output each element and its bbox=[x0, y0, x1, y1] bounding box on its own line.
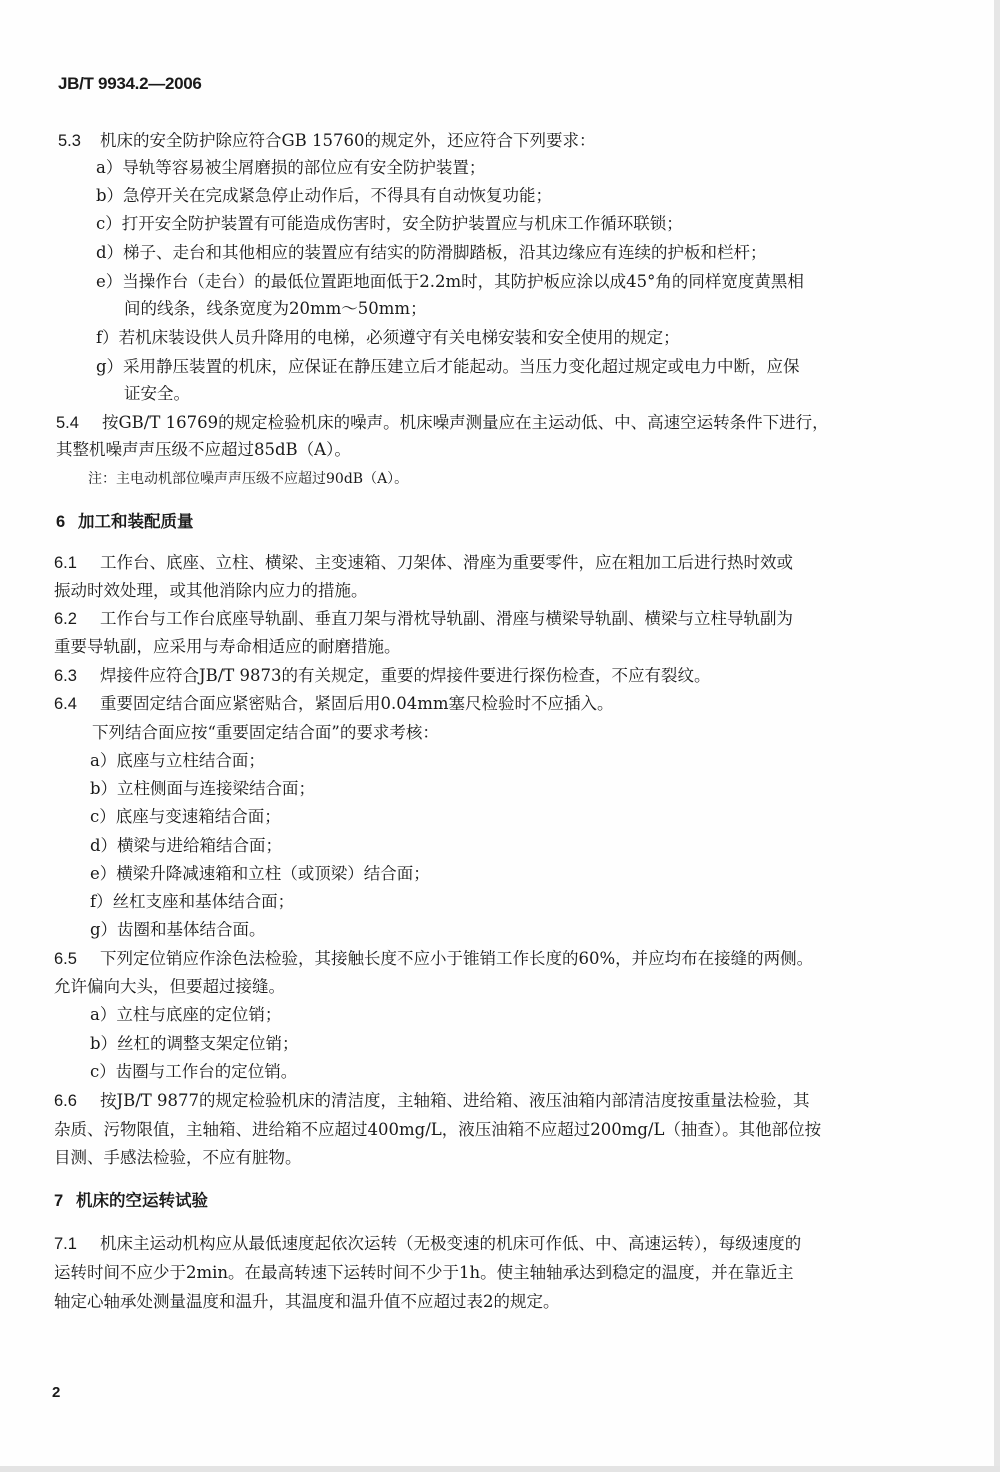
standard-number-header: JB/T 9934.2—2006 bbox=[58, 74, 202, 93]
section-7-heading bbox=[54, 1190, 208, 1212]
clause-text-continuation: 振动时效处理，或其他消除内应力的措施。 bbox=[54, 581, 368, 600]
clause-text: 工作台、底座、立柱、横梁、主变速箱、刀架体、滑座为重要零件，应在粗加工后进行热时效或 bbox=[100, 553, 793, 572]
clause-text: 重要固定结合面应紧密贴合，紧固后用0.04mm塞尺检验时不应插入。 bbox=[100, 694, 614, 713]
clause-number: 6.1 bbox=[54, 554, 77, 572]
list-item: a）立柱与底座的定位销； bbox=[90, 1005, 282, 1024]
clause-text: 机床的安全防护除应符合GB 15760的规定外，还应符合下列要求： bbox=[100, 131, 596, 150]
clause-text-continuation: 允许偏向大头，但要超过接缝。 bbox=[54, 977, 285, 996]
clause-6-6 bbox=[54, 1090, 810, 1112]
clause-6-2 bbox=[54, 608, 793, 630]
clause-text-continuation: 运转时间不应少于2min。在最高转速下运转时间不少于1h。使主轴轴承达到稳定的温度，并在靠近主 bbox=[54, 1263, 794, 1282]
section-number: 7 bbox=[54, 1192, 64, 1210]
clause-number: 6.4 bbox=[54, 695, 77, 713]
list-item: a）底座与立柱结合面； bbox=[90, 751, 265, 770]
list-item: e）当操作台（走台）的最低位置距地面低于2.2m时，其防护板应涂以成45°角的同样宽度黄黑相 bbox=[96, 272, 804, 291]
clause-number: 5.4 bbox=[56, 414, 79, 432]
clause-number: 6.2 bbox=[54, 610, 77, 628]
page-edge-shadow bbox=[994, 0, 1000, 1472]
page-edge-shadow bbox=[0, 1466, 1000, 1472]
section-title: 加工和装配质量 bbox=[78, 512, 194, 531]
clause-text-continuation: 轴定心轴承处测量温度和温升，其温度和温升值不应超过表2的规定。 bbox=[54, 1292, 560, 1311]
list-item: c）打开安全防护装置有可能造成伤害时，安全防护装置应与机床工作循环联锁； bbox=[96, 214, 683, 233]
list-item: e）横梁升降减速箱和立柱（或顶梁）结合面； bbox=[90, 864, 430, 883]
note: 注：主电动机部位噪声声压级不应超过90dB（A）。 bbox=[88, 471, 409, 487]
list-item: b）立柱侧面与连接梁结合面； bbox=[90, 779, 316, 798]
clause-text: 下列定位销应作涂色法检验，其接触长度不应小于锥销工作长度的60%，并应均布在接缝的两侧。 bbox=[100, 949, 814, 968]
clause-6-3 bbox=[54, 665, 711, 687]
clause-number: 6.5 bbox=[54, 950, 77, 968]
clause-5-3 bbox=[58, 130, 596, 152]
clause-7-1 bbox=[54, 1233, 801, 1255]
section-number: 6 bbox=[56, 513, 66, 531]
list-item: b）急停开关在完成紧急停止动作后，不得具有自动恢复功能； bbox=[96, 186, 553, 205]
clause-number: 7.1 bbox=[54, 1235, 77, 1253]
clause-text: 按GB/T 16769的规定检验机床的噪声。机床噪声测量应在主运动低、中、高速空运转条件下进行， bbox=[102, 413, 829, 432]
clause-text: 工作台与工作台底座导轨副、垂直刀架与滑枕导轨副、滑座与横梁导轨副、横梁与立柱导轨副为 bbox=[100, 609, 793, 628]
section-title: 机床的空运转试验 bbox=[76, 1191, 208, 1210]
list-item: d）梯子、走台和其他相应的装置应有结实的防滑脚踏板，沿其边缘应有连续的护板和栏杆； bbox=[96, 243, 767, 262]
clause-6-1 bbox=[54, 552, 793, 574]
clause-text-continuation: 重要导轨副，应采用与寿命相适应的耐磨措施。 bbox=[54, 637, 401, 656]
list-item-continuation: 证安全。 bbox=[124, 384, 190, 403]
list-item: c）底座与变速箱结合面； bbox=[90, 807, 281, 826]
list-item: a）导轨等容易被尘屑磨损的部位应有安全防护装置； bbox=[96, 158, 486, 177]
clause-intro: 下列结合面应按“重要固定结合面”的要求考核： bbox=[92, 723, 439, 742]
list-item-continuation: 间的线条，线条宽度为20mm～50mm； bbox=[124, 299, 427, 318]
list-item: f）丝杠支座和基体结合面； bbox=[90, 892, 295, 911]
clause-5-4 bbox=[56, 412, 829, 434]
clause-text: 按JB/T 9877的规定检验机床的清洁度，主轴箱、进给箱、液压油箱内部清洁度按重量法检验，其 bbox=[100, 1091, 810, 1110]
clause-number: 5.3 bbox=[58, 132, 81, 150]
clause-text: 机床主运动机构应从最低速度起依次运转（无极变速的机床可作低、中、高速运转），每级速度的 bbox=[100, 1234, 802, 1253]
clause-number: 6.3 bbox=[54, 667, 77, 685]
clause-text: 焊接件应符合JB/T 9873的有关规定，重要的焊接件要进行探伤检查，不应有裂纹。 bbox=[100, 666, 711, 685]
clause-text-continuation: 目测、手感法检验，不应有脏物。 bbox=[54, 1148, 302, 1167]
section-6-heading bbox=[56, 511, 194, 533]
list-item: d）横梁与进给箱结合面； bbox=[90, 836, 283, 855]
list-item: g）采用静压装置的机床，应保证在静压建立后才能起动。当压力变化超过规定或电力中断，应保 bbox=[96, 357, 800, 376]
list-item: g）齿圈和基体结合面。 bbox=[90, 920, 266, 939]
clause-text-continuation: 其整机噪声声压级不应超过85dB（A）。 bbox=[56, 440, 351, 459]
clause-number: 6.6 bbox=[54, 1092, 77, 1110]
list-item: b）丝杠的调整支架定位销； bbox=[90, 1034, 299, 1053]
list-item: f）若机床装设供人员升降用的电梯，必须遵守有关电梯安装和安全使用的规定； bbox=[96, 328, 680, 347]
clause-6-5 bbox=[54, 948, 813, 970]
clause-6-4 bbox=[54, 693, 614, 715]
clause-text-continuation: 杂质、污物限值，主轴箱、进给箱不应超过400mg/L，液压油箱不应超过200mg/L（抽查）。其他部位按 bbox=[54, 1120, 822, 1139]
list-item: c）齿圈与工作台的定位销。 bbox=[90, 1062, 298, 1081]
page-number: 2 bbox=[52, 1384, 61, 1401]
